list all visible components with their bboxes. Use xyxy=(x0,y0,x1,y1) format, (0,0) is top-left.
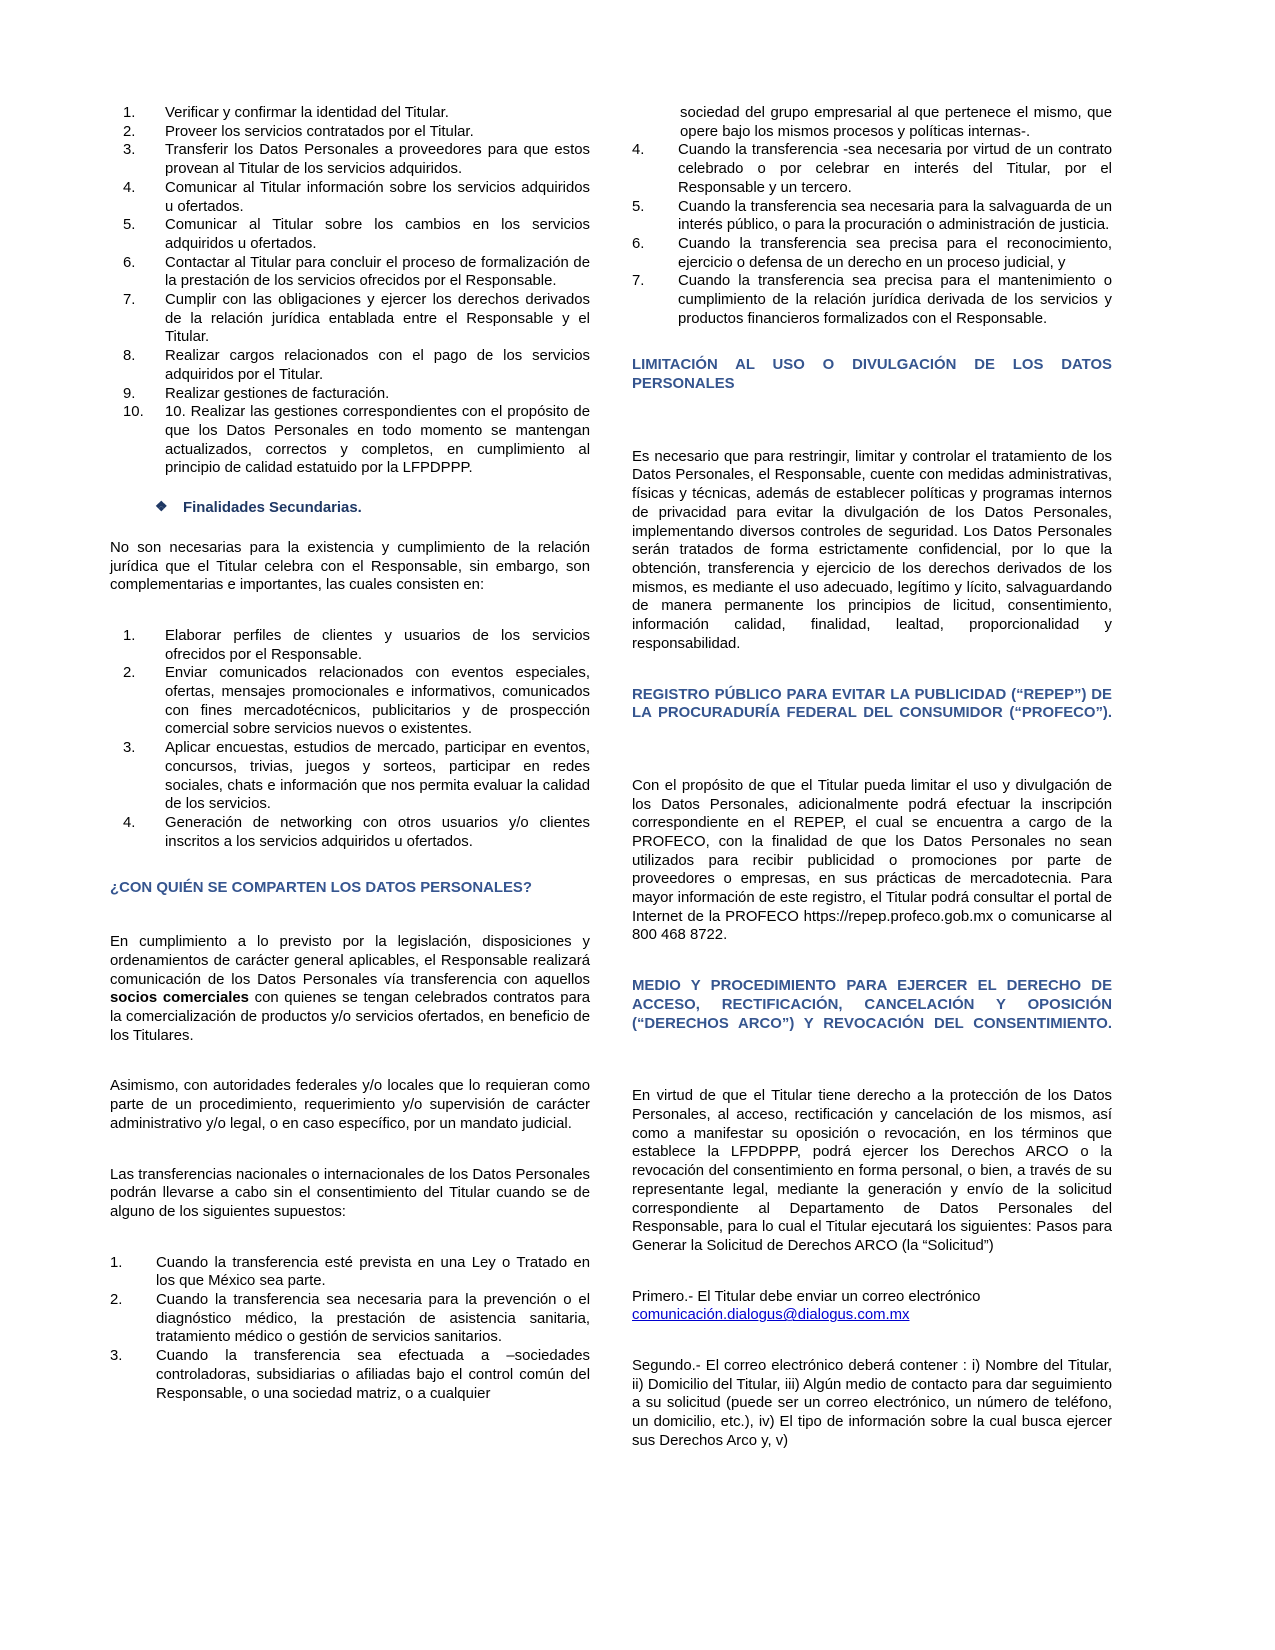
list-number: 1. xyxy=(110,1254,123,1271)
list-item xyxy=(110,291,590,347)
list-item xyxy=(110,403,590,478)
list-item xyxy=(632,141,1112,197)
list-item xyxy=(110,1254,590,1291)
list-text: Elaborar perfiles de clientes y usuarios de los servicios ofrecidos por el Responsable. xyxy=(165,627,590,663)
contact-email-line xyxy=(632,1306,1112,1325)
list-text: Cumplir con las obligaciones y ejercer los derechos derivados de la relación jurídica entablada entre el Responsable y el Titular. xyxy=(165,292,590,346)
list-number: 4. xyxy=(632,142,645,159)
spacer xyxy=(110,1239,590,1254)
transfer-case-3-continuation: sociedad del grupo empresarial al que pertenece el mismo, que opere bajo los mismos procesos y políticas internas-. xyxy=(680,105,1112,140)
transfer-cases-list-left xyxy=(110,1254,590,1404)
spacer xyxy=(110,851,590,879)
share-para-1-before: En cumplimiento a lo previsto por la legislación, disposiciones y ordenamientos de carácter general aplicables, el Responsable realizará comunicación de los Datos Personales vía transferencia con aquellos xyxy=(110,934,590,988)
list-text: Cuando la transferencia sea precisa para el reconocimiento, ejercicio o defensa de un derecho en un proceso judicial, y xyxy=(678,235,1112,271)
share-data-heading: ¿CON QUIÉN SE COMPARTEN LOS DATOS PERSONALES? xyxy=(110,880,532,897)
list-number: 5. xyxy=(123,217,136,234)
left-column xyxy=(110,104,590,1403)
share-paragraph-1 xyxy=(110,933,590,1045)
secondary-purposes-heading-label: Finalidades Secundarias. xyxy=(183,500,362,517)
list-item xyxy=(632,272,1112,328)
list-number: 1. xyxy=(123,105,136,121)
spacer xyxy=(110,518,590,539)
spacer xyxy=(632,671,1112,686)
secondary-purposes-list xyxy=(110,627,590,851)
list-item xyxy=(110,123,590,142)
spacer xyxy=(632,762,1112,777)
limitation-paragraph: Es necesario que para restringir, limitar y controlar el tratamiento de los Datos Personales, el Responsable, cuente con medidas administrativas, físicas y técnicas, además de establecer políticas y programas internos de privacidad para evitar la divulgación de los Datos Personales, implementando diversos controles de seguridad. Los Datos Personales serán tratados de forma estrictamente confidencial, por lo que la obtención, transferencia y ejercicio de los derechos derivados de los mismos, es mediante el uso adecuado, legítimo y lícito, salvaguardando de manera permanente los principios de licitud, consentimiento, información calidad, finalidad, lealtad, proporcionalidad y responsabilidad. xyxy=(632,448,1112,652)
list-number: 4. xyxy=(123,814,136,831)
list-item xyxy=(110,814,590,851)
list-text: Cuando la transferencia sea precisa para el mantenimiento o cumplimiento de la relación jurídica derivada de los servicios y productos financieros formalizados con el Responsable. xyxy=(678,273,1112,327)
two-column-layout xyxy=(110,104,1120,1560)
list-text: Proveer los servicios contratados por el Titular. xyxy=(165,123,474,140)
list-text: Comunicar al Titular información sobre los servicios adquiridos u ofertados. xyxy=(165,179,590,215)
list-text: Generación de networking con otros usuarios y/o clientes inscritos a los servicios adquiridos u ofertados. xyxy=(165,814,590,850)
arco-paragraph: En virtud de que el Titular tiene derecho a la protección de los Datos Personales, al acceso, rectificación y cancelación de los mismos, así como a manifestar su oposición o revocación, en los términos que establece la LFPDPPP, podrá ejercer los Derechos ARCO o la revocación del consentimiento en forma personal, o bien, a través de su representante legal, mediante la generación y envío de la solicitud correspondiente al Departamento de Datos Personales del Responsable, para lo cual el Titular ejecutará los siguientes: Pasos para Generar la Solicitud de Derechos ARCO (la “Solicitud”) xyxy=(632,1088,1112,1254)
right-column xyxy=(632,104,1112,1468)
list-text: Realizar gestiones de facturación. xyxy=(165,385,390,402)
list-number: 10. xyxy=(123,404,144,421)
business-partners-emphasis: socios comerciales xyxy=(110,990,249,1007)
list-number: 1. xyxy=(123,627,136,644)
limitation-heading: LIMITACIÓN AL USO O DIVULGACIÓN DE LOS DATOS PERSONALES xyxy=(632,357,1112,393)
list-item xyxy=(110,385,590,404)
list-text: Cuando la transferencia sea necesaria para la salvaguarda de un interés público, o para la procuración o administración de justicia. xyxy=(678,198,1112,234)
list-item xyxy=(110,347,590,384)
secondary-purposes-intro: No son necesarias para la existencia y cumplimiento de la relación jurídica que el Titular celebra con el Responsable, sin embargo, son complementarias e importantes, las cuales consisten en: xyxy=(110,539,590,594)
share-para-1-after: con quienes se tengan celebrados contratos para la comercialización de productos y/o servicios ofertados, en beneficio de los Titulares. xyxy=(110,990,590,1044)
arco-heading: MEDIO Y PROCEDIMIENTO PARA EJERCER EL DERECHO DE ACCESO, RECTIFICACIÓN, CANCELACIÓN Y OPOSICIÓN (“DERECHOS ARCO”) Y REVOCACIÓN DEL CONSENTIMIENTO. xyxy=(632,978,1112,1032)
spacer xyxy=(632,962,1112,977)
list-text: Realizar cargos relacionados con el pago de los servicios adquiridos por el Titular. xyxy=(165,348,590,383)
list-text: Contactar al Titular para concluir el proceso de formalización de la prestación de los servicios ofrecidos por el Responsable. xyxy=(165,254,590,290)
step-first-text: Primero.- El Titular debe enviar un correo electrónico xyxy=(632,1288,981,1305)
spacer xyxy=(632,433,1112,448)
list-text: Cuando la transferencia sea efectuada a –sociedades controladoras, subsidiarias o afiliadas bajo el control común del Responsable, o una sociedad matriz, o a cualquier xyxy=(156,1348,590,1402)
spacer xyxy=(110,918,590,933)
spacer xyxy=(632,1072,1112,1087)
list-item xyxy=(110,254,590,291)
repep-heading: REGISTRO PÚBLICO PARA EVITAR LA PUBLICIDAD (“REPEP”) DE LA PROCURADURÍA FEDERAL DEL CONSUMIDOR (“PROFECO”). xyxy=(632,686,1112,722)
list-number: 4. xyxy=(123,179,136,196)
list-item xyxy=(110,141,590,178)
contact-email-link[interactable]: comunicación.dialogus@dialogus.com.mx xyxy=(632,1307,910,1324)
list-number: 3. xyxy=(110,1348,123,1365)
list-item xyxy=(110,627,590,664)
list-item xyxy=(110,179,590,216)
list-item xyxy=(110,1347,590,1403)
repep-paragraph: Con el propósito de que el Titular pueda limitar el uso y divulgación de los Datos Personales, adicionalmente podrá efectuar la inscripción correspondiente en el REPEP, el cual se encuentra a cargo de la PROFECO, con la finalidad de que los Datos Personales no sean utilizados para recibir publicidad o promociones por parte de proveedores o empresas, en sus prácticas de mercadotecnia. Para mayor información de este registro, el Titular podrá consultar el portal de Internet de la PROFECO https://repep.profeco.gob.mx o comunicarse al 800 468 8722. xyxy=(632,777,1112,944)
list-number: 9. xyxy=(123,385,136,402)
list-number: 3. xyxy=(123,142,136,159)
spacer xyxy=(110,1151,590,1166)
list-number: 7. xyxy=(632,273,645,290)
list-text: Verificar y confirmar la identidad del Titular. xyxy=(165,105,449,121)
list-number: 5. xyxy=(632,198,645,215)
list-text: Cuando la transferencia esté prevista en una Ley o Tratado en los que México sea parte. xyxy=(156,1254,590,1290)
spacer xyxy=(632,1342,1112,1357)
list-number: 6. xyxy=(632,235,645,252)
share-paragraph-3: Las transferencias nacionales o internacionales de los Datos Personales podrán llevarse a cabo sin el consentimiento del Titular cuando se de alguno de los siguientes supuestos: xyxy=(110,1166,590,1220)
floret-bullet-icon: ❖ xyxy=(155,498,168,515)
list-item xyxy=(632,198,1112,235)
list-number: 3. xyxy=(123,740,136,757)
list-number: 2. xyxy=(110,1292,123,1309)
list-text: Aplicar encuestas, estudios de mercado, participar en eventos, concursos, trivias, juegos y sorteos, participar en redes sociales, chats e información que nos permita evaluar la calidad de los servicios. xyxy=(165,740,590,813)
spacer xyxy=(110,1062,590,1077)
list-number: 2. xyxy=(123,123,136,140)
list-text: 10. Realizar las gestiones correspondientes con el propósito de que los Datos Personales en todo momento se mantengan actualizados, correctos y completos, en cumplimiento al principio de calidad estatuido por la LFPDPPP. xyxy=(165,404,590,477)
step-second: Segundo.- El correo electrónico deberá contener : i) Nombre del Titular, ii) Domicilio del Titular, iii) Algún medio de contacto para dar seguimiento a su solicitud (puede ser un correo electrónico, un número de teléfono, un domicilio, etc.), iv) El tipo de información sobre la cual busca ejercer sus Derechos Arco y, v) xyxy=(632,1358,1112,1449)
spacer xyxy=(632,328,1112,356)
list-text: Cuando la transferencia -sea necesaria por virtud de un contrato celebrado o por celebrar en interés del Titular, por el Responsable y un tercero. xyxy=(678,142,1112,196)
list-item xyxy=(110,664,590,739)
list-item xyxy=(110,104,590,123)
list-number: 6. xyxy=(123,254,136,271)
list-text: Enviar comunicados relacionados con eventos especiales, ofertas, mensajes promocionales e informativos, comunicados con fines mercadotécnicos, publicitarios y de prospección comercial sobre servicios nuevos o existentes. xyxy=(165,665,590,738)
list-number: 8. xyxy=(123,348,136,365)
list-number: 2. xyxy=(123,665,136,682)
spacer xyxy=(632,1273,1112,1288)
list-item xyxy=(632,235,1112,272)
list-item xyxy=(110,1291,590,1347)
secondary-purposes-heading xyxy=(110,499,590,518)
step-first xyxy=(632,1288,1112,1307)
list-text: Transferir los Datos Personales a proveedores para que estos provean al Titular de los servicios adquiridos. xyxy=(165,142,590,178)
share-paragraph-2: Asimismo, con autoridades federales y/o locales que lo requieran como parte de un procedimiento, requerimiento y/o supervisión de carácter administrativo y/o legal, o en caso específico, por un mandato judicial. xyxy=(110,1078,590,1132)
transfer-cases-list-right xyxy=(632,141,1112,328)
list-number: 7. xyxy=(123,292,136,309)
list-item xyxy=(110,739,590,814)
primary-purposes-list xyxy=(110,104,590,478)
list-item xyxy=(110,216,590,253)
list-text: Comunicar al Titular sobre los cambios en los servicios adquiridos u ofertados. xyxy=(165,217,590,252)
spacer xyxy=(110,612,590,627)
list-text: Cuando la transferencia sea necesaria para la prevención o el diagnóstico médico, la prestación de asistencia sanitaria, tratamiento médico o gestión de servicios sanitarios. xyxy=(156,1292,590,1346)
spacer xyxy=(110,478,590,499)
